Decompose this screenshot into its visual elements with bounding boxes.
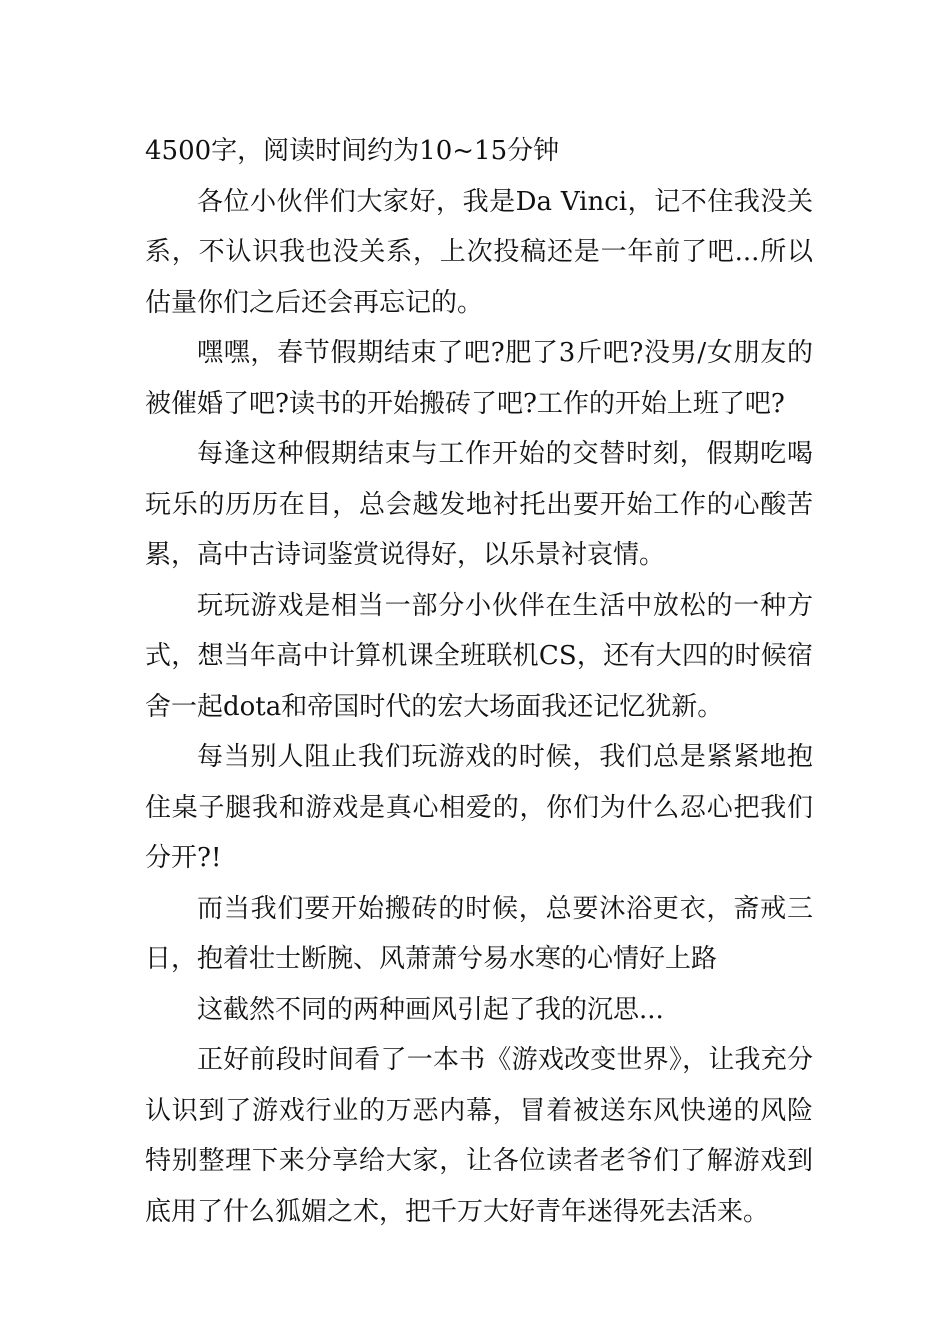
paragraph-book-intro: 正好前段时间看了一本书《游戏改变世界》，让我充分认识到了游戏行业的万恶内幕，冒着被送东风快递的风险特别整理下来分享给大家，让各位读者老爷们了解游戏到底用了什么狐媚之术，把千万大好青年迷得死去活来。 (145, 1045, 813, 1227)
paragraph-holiday-end: 每逢这种假期结束与工作开始的交替时刻，假期吃喝玩乐的历历在目，总会越发地衬托出要开始工作的心酸苦累，高中古诗词鉴赏说得好，以乐景衬哀情。 (145, 439, 813, 570)
article-body (145, 126, 813, 1237)
reading-time-line: 4500字，阅读时间约为10~15分钟 (145, 136, 560, 166)
paragraph-love-games: 每当别人阻止我们玩游戏的时候，我们总是紧紧地抱住桌子腿我和游戏是真心相爱的，你们为什么忍心把我们分开?! (145, 742, 813, 873)
paragraph-holiday-questions: 嘿嘿，春节假期结束了吧?肥了3斤吧?没男/女朋友的被催婚了吧?读书的开始搬砖了吧?工作的开始上班了吧? (145, 338, 813, 419)
paragraph-gaming-memories: 玩玩游戏是相当一部分小伙伴在生活中放松的一种方式，想当年高中计算机课全班联机CS，还有大四的时候宿舍一起dota和帝国时代的宏大场面我还记忆犹新。 (145, 590, 813, 722)
paragraph-reflection: 这截然不同的两种画风引起了我的沉思... (197, 994, 664, 1025)
paragraph-greeting: 各位小伙伴们大家好，我是Da Vinci，记不住我没关系，不认识我也没关系，上次投稿还是一年前了吧...所以估量你们之后还会再忘记的。 (145, 186, 813, 318)
paragraph-start-work: 而当我们要开始搬砖的时候，总要沐浴更衣，斋戒三日，抱着壮士断腕、风萧萧兮易水寒的心情好上路 (145, 893, 813, 974)
